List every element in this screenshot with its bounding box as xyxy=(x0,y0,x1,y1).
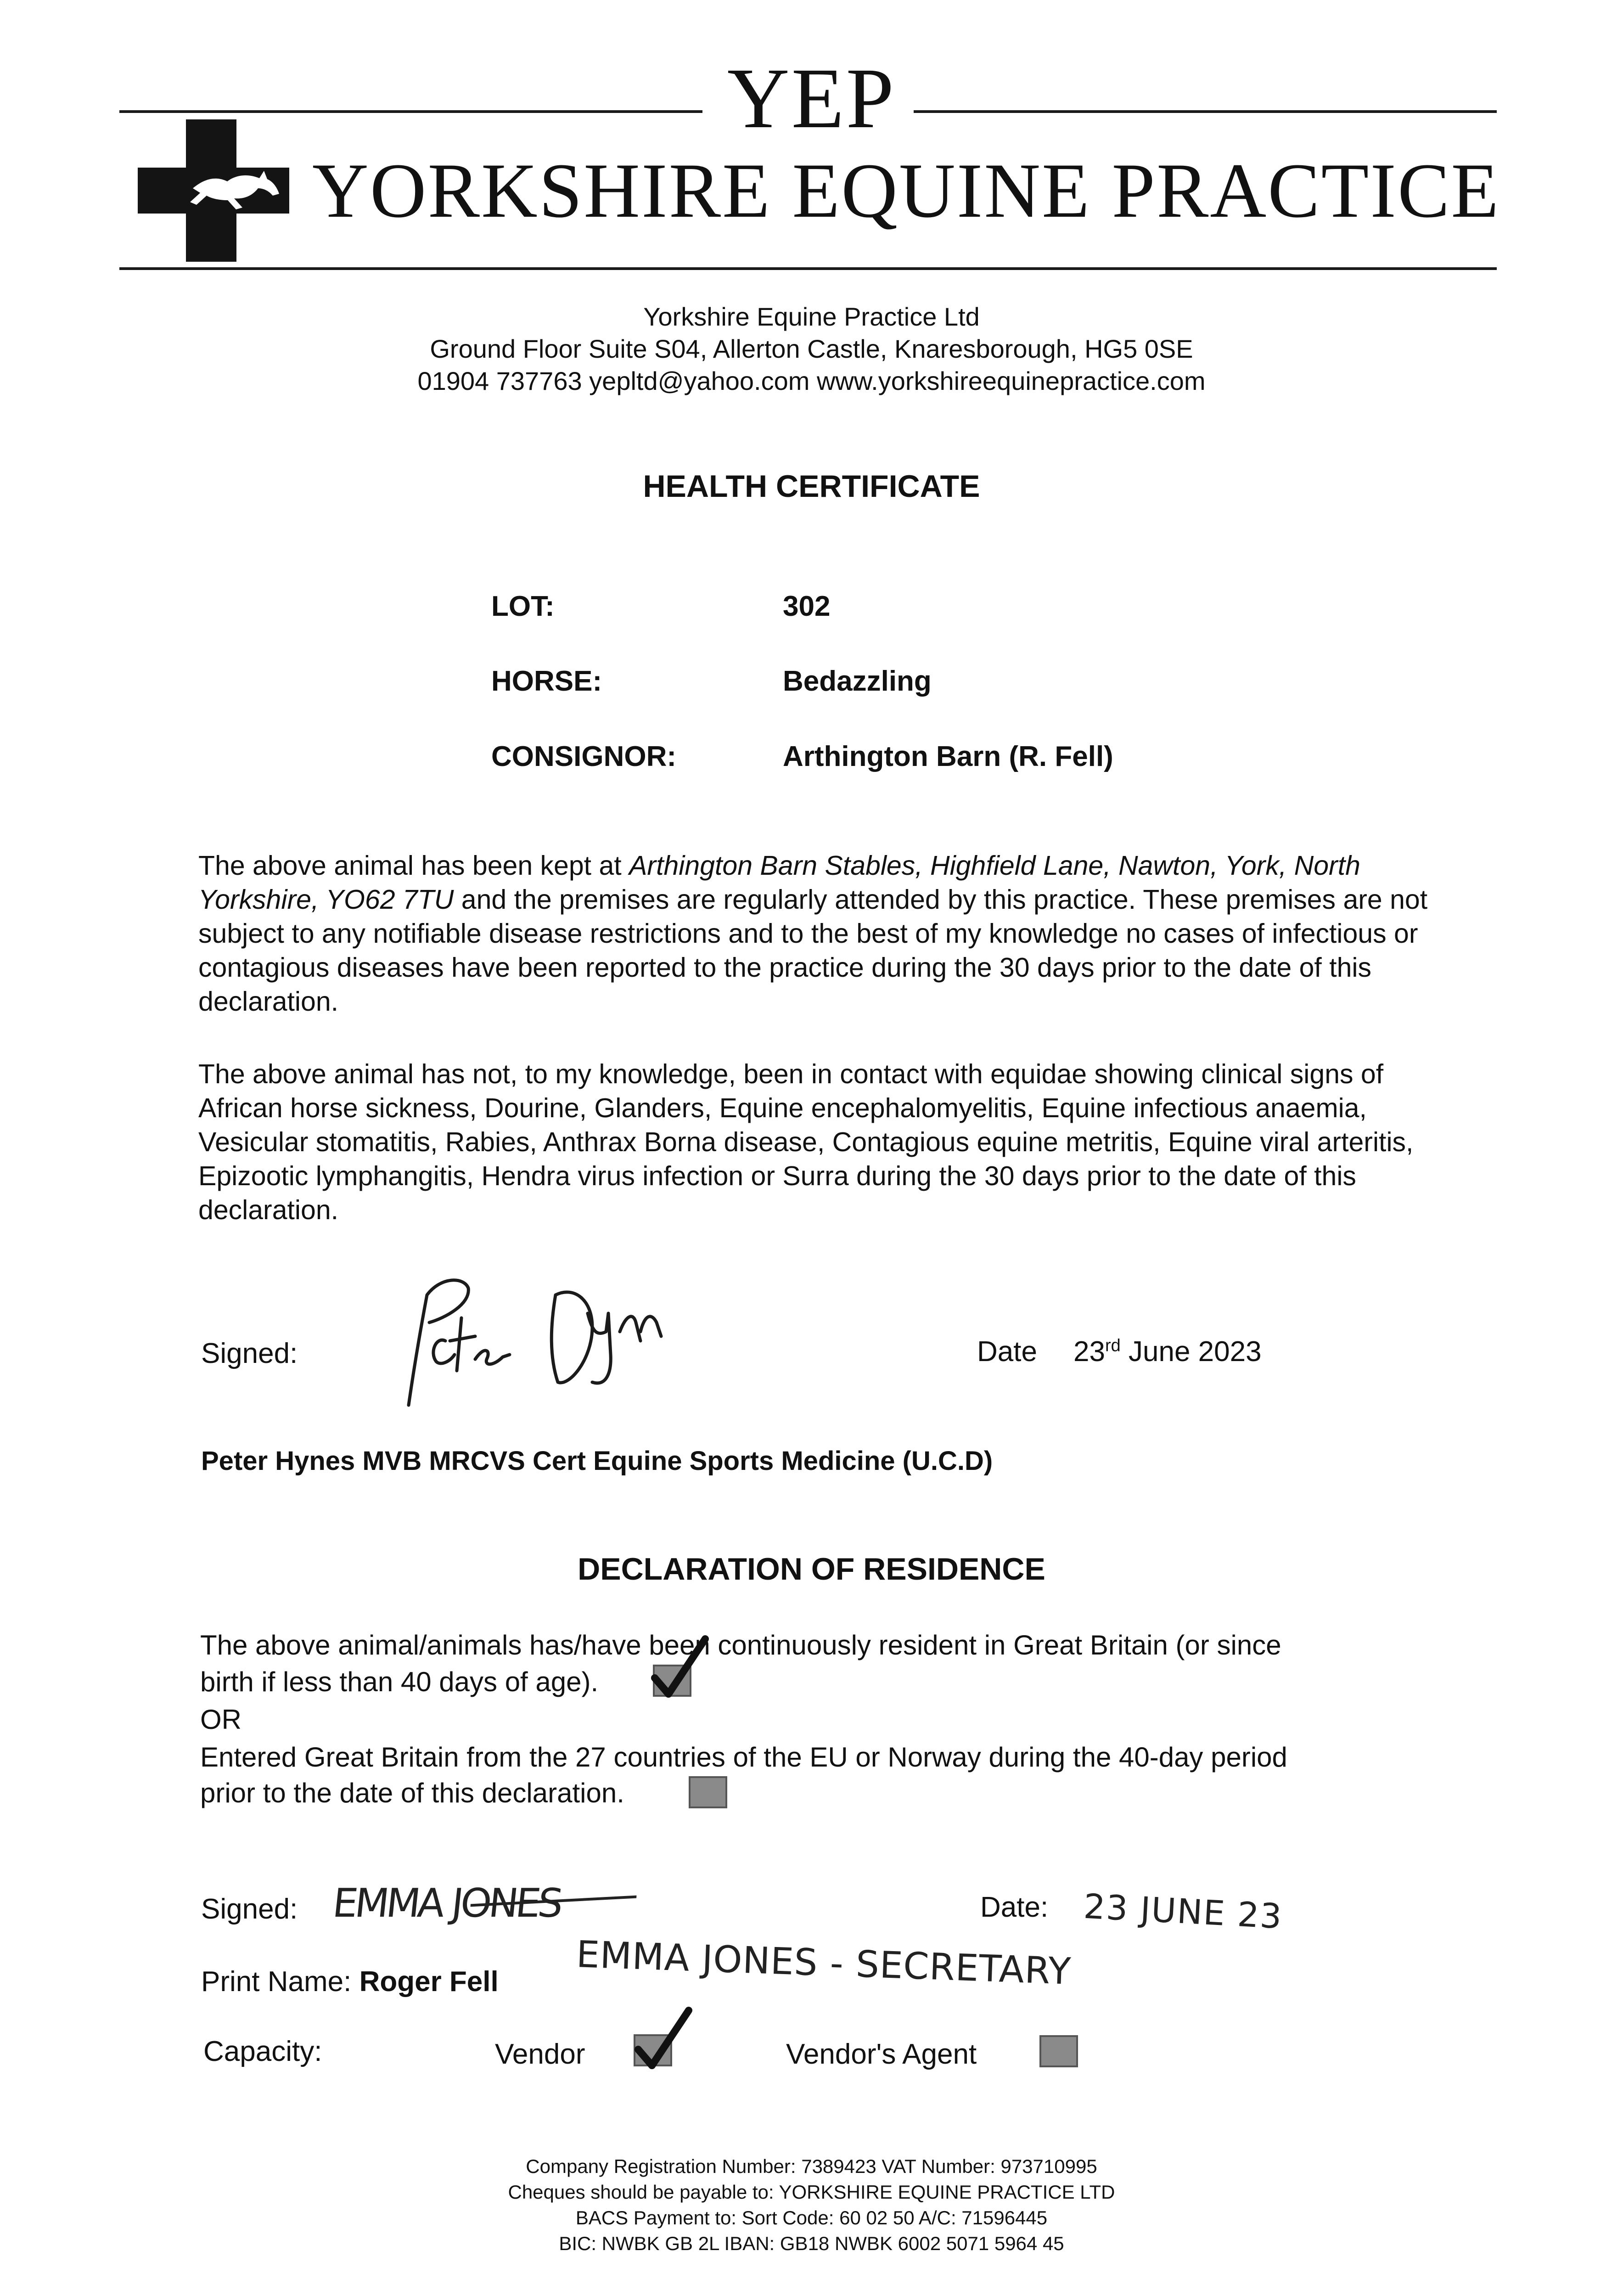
footer-cheques: Cheques should be payable to: YORKSHIRE EQUINE PRACTICE LTD xyxy=(508,2181,1115,2203)
checkmark-icon xyxy=(650,1634,714,1703)
declaration-date-label: Date: xyxy=(980,1891,1049,1923)
declaration-signature: EMMA JONES xyxy=(331,1880,563,1926)
premises-address: Arthington Barn Stables, Highfield Lane, Nawton, York, North Yorkshire, YO62 7TU xyxy=(198,850,1360,915)
resident-checkbox-checked[interactable] xyxy=(653,1665,691,1697)
vendor-checkbox-checked[interactable] xyxy=(634,2034,672,2066)
or-label: OR xyxy=(200,1704,241,1735)
company-address: Ground Floor Suite S04, Allerton Castle, Knaresborough, HG5 0SE xyxy=(430,334,1193,363)
premises-paragraph: The above animal has been kept at Arthington Barn Stables, Highfield Lane, Nawton, York, North Yorkshire, YO62 7TU and the premises are regularly attended by this practice. These premises are not subject to any notifiable disease restrictions and to the best of my knowledge no cases of infectious or contagious diseases have been reported to the practice during the 30 days prior to the date of this declaration. xyxy=(198,850,1428,1017)
option2-line2: prior to the date of this declaration. xyxy=(200,1778,624,1808)
footer-iban: BIC: NWBK GB 2L IBAN: GB18 NWBK 6002 5071 5964 45 xyxy=(559,2233,1064,2254)
vendor-label: Vendor xyxy=(495,2038,585,2070)
vendor-agent-checkbox[interactable] xyxy=(1039,2035,1078,2067)
vet-credentials: Peter Hynes MVB MRCVS Cert Equine Sports Medicine (U.C.D) xyxy=(201,1446,993,1476)
declaration-date-handwritten: 23 JUNE 23 xyxy=(1083,1886,1284,1937)
certificate-title: HEALTH CERTIFICATE xyxy=(643,469,980,504)
capacity-label: Capacity: xyxy=(203,2036,322,2067)
letterhead-bottom-rule xyxy=(119,267,1497,270)
certificate-date: 23rd June 2023 xyxy=(1073,1336,1262,1367)
disease-paragraph: The above animal has not, to my knowledge, been in contact with equidae showing clinical signs of African horse sickness, Dourine, Glanders, Equine encephalomyelitis, Equine infectious anaemia, Vesicular stomatitis, Rabies, Anthrax Borna disease, Contagious equine metritis, Equine viral arteritis, Epizootic lymphangitis, Hendra virus infection or Surra during the 30 days prior to the date of this declaration. xyxy=(198,1059,1414,1225)
print-name-value: Roger Fell xyxy=(359,1966,499,1998)
print-name-label: Print Name: Roger Fell xyxy=(201,1966,499,1998)
signed-label: Signed: xyxy=(201,1338,298,1369)
company-contact: 01904 737763 yepltd@yahoo.com www.yorkshireequinepractice.com xyxy=(417,366,1206,395)
company-name: Yorkshire Equine Practice Ltd xyxy=(643,302,980,331)
option1-line2: birth if less than 40 days of age). xyxy=(200,1666,599,1697)
vet-signature xyxy=(376,1267,689,1419)
cross-horse-logo xyxy=(138,119,289,262)
eu-entry-checkbox[interactable] xyxy=(689,1776,727,1808)
handwritten-secretary-note: EMMA JONES - SECRETARY xyxy=(575,1933,1072,1993)
consignor-label: CONSIGNOR: xyxy=(491,741,676,772)
certificate-date-label: Date xyxy=(977,1336,1037,1367)
declaration-signed-label: Signed: xyxy=(201,1893,298,1925)
option2-line1: Entered Great Britain from the 27 countries of the EU or Norway during the 40-day period xyxy=(200,1742,1287,1773)
brand-short: YEP xyxy=(727,50,896,146)
horse-value: Bedazzling xyxy=(783,665,932,697)
footer-registration: Company Registration Number: 7389423 VAT Number: 973710995 xyxy=(526,2155,1097,2177)
lot-value: 302 xyxy=(783,591,831,622)
horse-label: HORSE: xyxy=(491,665,602,697)
vendor-agent-label: Vendor's Agent xyxy=(786,2038,977,2070)
lot-label: LOT: xyxy=(491,591,555,622)
declaration-title: DECLARATION OF RESIDENCE xyxy=(578,1552,1045,1587)
option1-line1: The above animal/animals has/have been continuously resident in Great Britain (or since xyxy=(200,1630,1281,1660)
checkmark-icon xyxy=(634,2006,698,2075)
brand-name: YORKSHIRE EQUINE PRACTICE xyxy=(312,147,1500,234)
footer-bacs: BACS Payment to: Sort Code: 60 02 50 A/C: 71596445 xyxy=(575,2207,1048,2228)
consignor-value: Arthington Barn (R. Fell) xyxy=(783,741,1113,772)
